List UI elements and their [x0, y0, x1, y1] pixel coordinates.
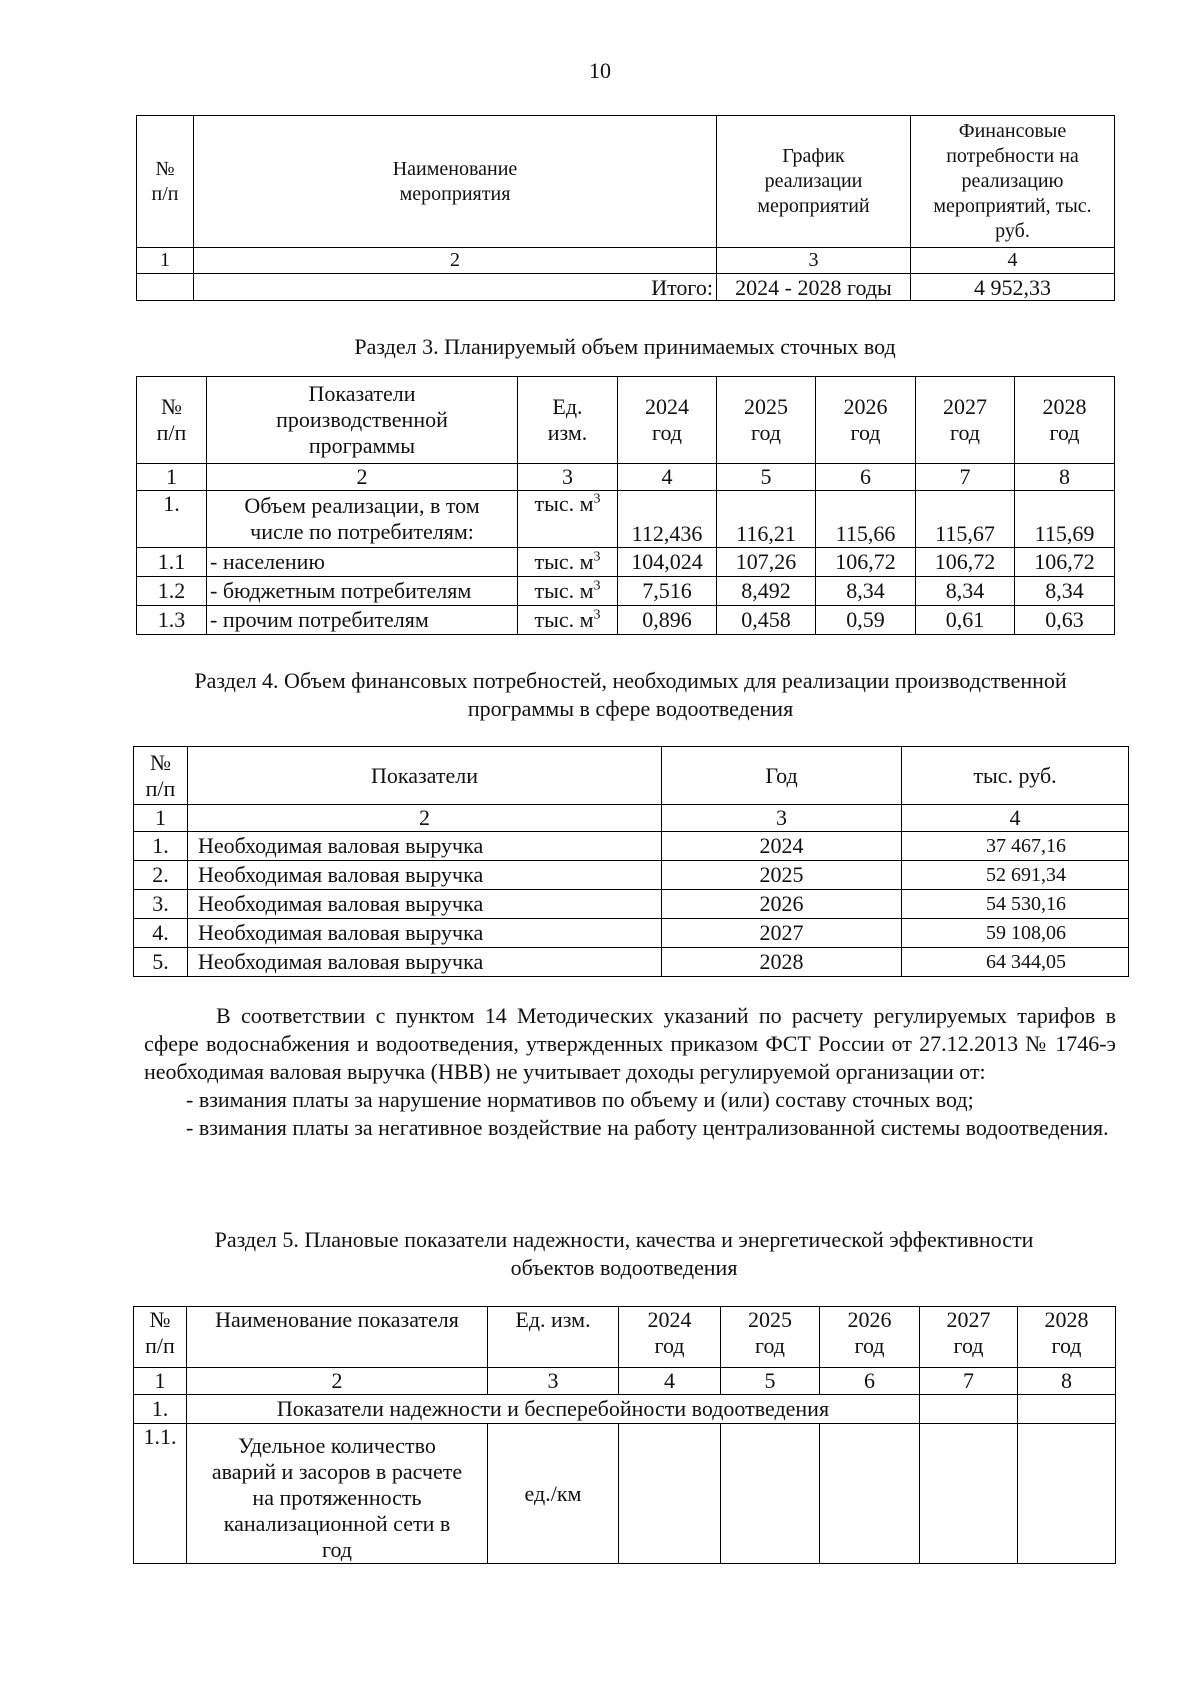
- col-number: 7: [920, 1368, 1018, 1395]
- value-cell: 106,72: [916, 548, 1015, 577]
- header-cell: Наименование показателя: [187, 1307, 488, 1368]
- header-cell: 2024 год: [618, 377, 717, 464]
- empty-cell: [820, 1424, 920, 1564]
- header-cell: Показатели производственной программы: [207, 377, 518, 464]
- nvv-paragraph: [144, 1002, 1116, 1142]
- empty-cell: [137, 274, 194, 301]
- header-cell: 2026 год: [816, 377, 916, 464]
- value-cell: 8,34: [1015, 577, 1115, 606]
- section3-title: Раздел 3. Планируемый объем принимаемых сточных вод: [354, 334, 896, 359]
- row-year: 2025: [662, 861, 902, 890]
- row-value: 64 344,05: [902, 948, 1129, 977]
- events-header-row: [137, 116, 1115, 248]
- row-name: Необходимая валовая выручка: [188, 948, 662, 977]
- events-table: [136, 115, 1115, 301]
- col-number: 4: [902, 805, 1129, 832]
- row-number: 5.: [134, 948, 188, 977]
- col-number: 2: [194, 248, 717, 274]
- col-number: 2: [207, 464, 518, 491]
- row-unit: [518, 548, 618, 577]
- row-unit: ед./км: [488, 1424, 619, 1564]
- value-cell: 106,72: [816, 548, 916, 577]
- empty-cell: [1018, 1424, 1116, 1564]
- col-number: 3: [518, 464, 618, 491]
- row-name: - бюджетным потребителям: [207, 577, 518, 606]
- value-cell: 107,26: [717, 548, 816, 577]
- row-year: 2024: [662, 832, 902, 861]
- unit-base: тыс. м: [534, 491, 594, 516]
- row-number: 1.2: [137, 577, 207, 606]
- header-cell: Показатели: [188, 747, 662, 805]
- empty-cell: [721, 1424, 820, 1564]
- table-row: [134, 832, 1129, 861]
- section5-title: Раздел 5. Плановые показатели надежности, качества и энергетической эффективности объектов водоотведения: [214, 1227, 1034, 1280]
- row-name: - населению: [207, 548, 518, 577]
- total-period: 2024 - 2028 годы: [717, 274, 911, 301]
- row-unit: [518, 577, 618, 606]
- row-number: 4.: [134, 919, 188, 948]
- col-number: 6: [816, 464, 916, 491]
- value-cell: 0,59: [816, 606, 916, 635]
- col-number: 1: [137, 248, 194, 274]
- value-cell: 8,492: [717, 577, 816, 606]
- col-number: 2: [187, 1368, 488, 1395]
- value-cell: 0,63: [1015, 606, 1115, 635]
- row-unit: [518, 606, 618, 635]
- col-number: 1: [137, 464, 207, 491]
- header-cell: тыс. руб.: [902, 747, 1129, 805]
- header-cell: 2025 год: [717, 377, 816, 464]
- header-cell: № п/п: [137, 377, 207, 464]
- header-cell: Ед. изм.: [488, 1307, 619, 1368]
- col-number: 3: [488, 1368, 619, 1395]
- table-row: [137, 606, 1115, 635]
- unit-exp: 3: [593, 491, 601, 507]
- row-number: 1.: [137, 491, 207, 548]
- table-row: [134, 890, 1129, 919]
- table-row: [137, 548, 1115, 577]
- unit-base: тыс. м: [534, 578, 594, 603]
- value-cell: 116,21: [717, 491, 816, 548]
- row-name: Необходимая валовая выручка: [188, 832, 662, 861]
- col-number: 4: [911, 248, 1115, 274]
- col-number: 7: [916, 464, 1015, 491]
- col-number: 6: [820, 1368, 920, 1395]
- header-cell: 2025 год: [721, 1307, 820, 1368]
- header-cell: Ед. изм.: [518, 377, 618, 464]
- section5-table: [133, 1306, 1116, 1564]
- section3-header-row: [137, 377, 1115, 464]
- section5-header-row: [134, 1307, 1116, 1368]
- header-cell: 2024 год: [619, 1307, 721, 1368]
- header-cell: № п/п: [134, 1307, 187, 1368]
- row-name: Необходимая валовая выручка: [188, 890, 662, 919]
- events-number-row: [137, 248, 1115, 274]
- col-number: 5: [721, 1368, 820, 1395]
- header-cell: 2027 год: [920, 1307, 1018, 1368]
- row-year: 2027: [662, 919, 902, 948]
- header-cell: График реализации мероприятий: [717, 116, 911, 248]
- paragraph-main: В соответствии с пунктом 14 Методических указаний по расчету регулируемых тарифов в сфере водоснабжения и водоотведения, утвержденных приказом ФСТ России от 27.12.2013 № 1746-э необходимая валовая выручка (НВВ) не учитывает доходы регулируемой организации от:: [144, 1003, 1116, 1084]
- value-cell: 0,458: [717, 606, 816, 635]
- paragraph-item-1: - взимания платы за нарушение нормативов по объему и (или) составу сточных вод;: [186, 1087, 974, 1112]
- row-value: 54 530,16: [902, 890, 1129, 919]
- table-row: [134, 1424, 1116, 1564]
- row-number: 2.: [134, 861, 188, 890]
- empty-cell: [920, 1424, 1018, 1564]
- table-row: [134, 919, 1129, 948]
- header-cell: Финансовые потребности на реализацию мероприятий, тыс. руб.: [911, 116, 1115, 248]
- col-number: 1: [134, 1368, 187, 1395]
- row-name: Объем реализации, в том числе по потребителям:: [207, 491, 518, 548]
- section4-title: Раздел 4. Объем финансовых потребностей, необходимых для реализации производственной программы в сфере водоотведения: [194, 668, 1067, 721]
- empty-cell: [1018, 1395, 1116, 1424]
- table-row: [137, 491, 1115, 548]
- col-number: 1: [134, 805, 188, 832]
- row-year: 2026: [662, 890, 902, 919]
- unit-exp: 3: [593, 549, 601, 565]
- header-cell: 2028 год: [1018, 1307, 1116, 1368]
- row-number: 1.: [134, 832, 188, 861]
- unit-exp: 3: [593, 578, 601, 594]
- table-row: [134, 948, 1129, 977]
- section5-number-row: [134, 1368, 1116, 1395]
- header-cell: № п/п: [137, 116, 194, 248]
- col-number: 5: [717, 464, 816, 491]
- empty-cell: [619, 1424, 721, 1564]
- value-cell: 0,61: [916, 606, 1015, 635]
- row-number: 1.3: [137, 606, 207, 635]
- value-cell: 8,34: [816, 577, 916, 606]
- events-total-row: [137, 274, 1115, 301]
- unit-base: тыс. м: [534, 549, 594, 574]
- header-cell: 2027 год: [916, 377, 1015, 464]
- value-cell: 115,67: [916, 491, 1015, 548]
- col-number: 4: [618, 464, 717, 491]
- col-number: 3: [662, 805, 902, 832]
- group-title: Показатели надежности и бесперебойности водоотведения: [187, 1395, 920, 1424]
- section3-number-row: [137, 464, 1115, 491]
- row-value: 52 691,34: [902, 861, 1129, 890]
- row-name: Удельное количество аварий и засоров в расчете на протяженность канализационной сети в год: [187, 1424, 488, 1564]
- section4-header-row: [134, 747, 1129, 805]
- row-value: 59 108,06: [902, 919, 1129, 948]
- row-value: 37 467,16: [902, 832, 1129, 861]
- header-cell: Год: [662, 747, 902, 805]
- section4-number-row: [134, 805, 1129, 832]
- section3-table: [136, 376, 1115, 635]
- row-number: 3.: [134, 890, 188, 919]
- value-cell: 104,024: [618, 548, 717, 577]
- col-number: 2: [188, 805, 662, 832]
- table-row: [137, 577, 1115, 606]
- col-number: 8: [1018, 1368, 1116, 1395]
- row-name: Необходимая валовая выручка: [188, 861, 662, 890]
- row-year: 2028: [662, 948, 902, 977]
- col-number: 8: [1015, 464, 1115, 491]
- row-number: 1.1.: [134, 1424, 187, 1564]
- table-row: [134, 861, 1129, 890]
- total-label: Итого:: [194, 274, 717, 301]
- value-cell: 106,72: [1015, 548, 1115, 577]
- unit-exp: 3: [593, 607, 601, 623]
- value-cell: 7,516: [618, 577, 717, 606]
- page-number: 10: [589, 58, 611, 83]
- header-cell: 2028 год: [1015, 377, 1115, 464]
- section5-group-row: [134, 1395, 1116, 1424]
- value-cell: 112,436: [618, 491, 717, 548]
- header-cell: Наименование мероприятия: [194, 116, 717, 248]
- section4-table: [133, 746, 1129, 977]
- row-number: 1.1: [137, 548, 207, 577]
- row-name: Необходимая валовая выручка: [188, 919, 662, 948]
- group-number: 1.: [134, 1395, 187, 1424]
- row-name: - прочим потребителям: [207, 606, 518, 635]
- value-cell: 8,34: [916, 577, 1015, 606]
- empty-cell: [920, 1395, 1018, 1424]
- header-cell: 2026 год: [820, 1307, 920, 1368]
- paragraph-item-2: - взимания платы за негативное воздействие на работу централизованной системы водоотведения.: [186, 1115, 1109, 1140]
- col-number: 3: [717, 248, 911, 274]
- value-cell: 115,66: [816, 491, 916, 548]
- unit-base: тыс. м: [534, 607, 594, 632]
- row-unit: [518, 491, 618, 548]
- value-cell: 115,69: [1015, 491, 1115, 548]
- total-value: 4 952,33: [911, 274, 1115, 301]
- value-cell: 0,896: [618, 606, 717, 635]
- header-cell: № п/п: [134, 747, 188, 805]
- col-number: 4: [619, 1368, 721, 1395]
